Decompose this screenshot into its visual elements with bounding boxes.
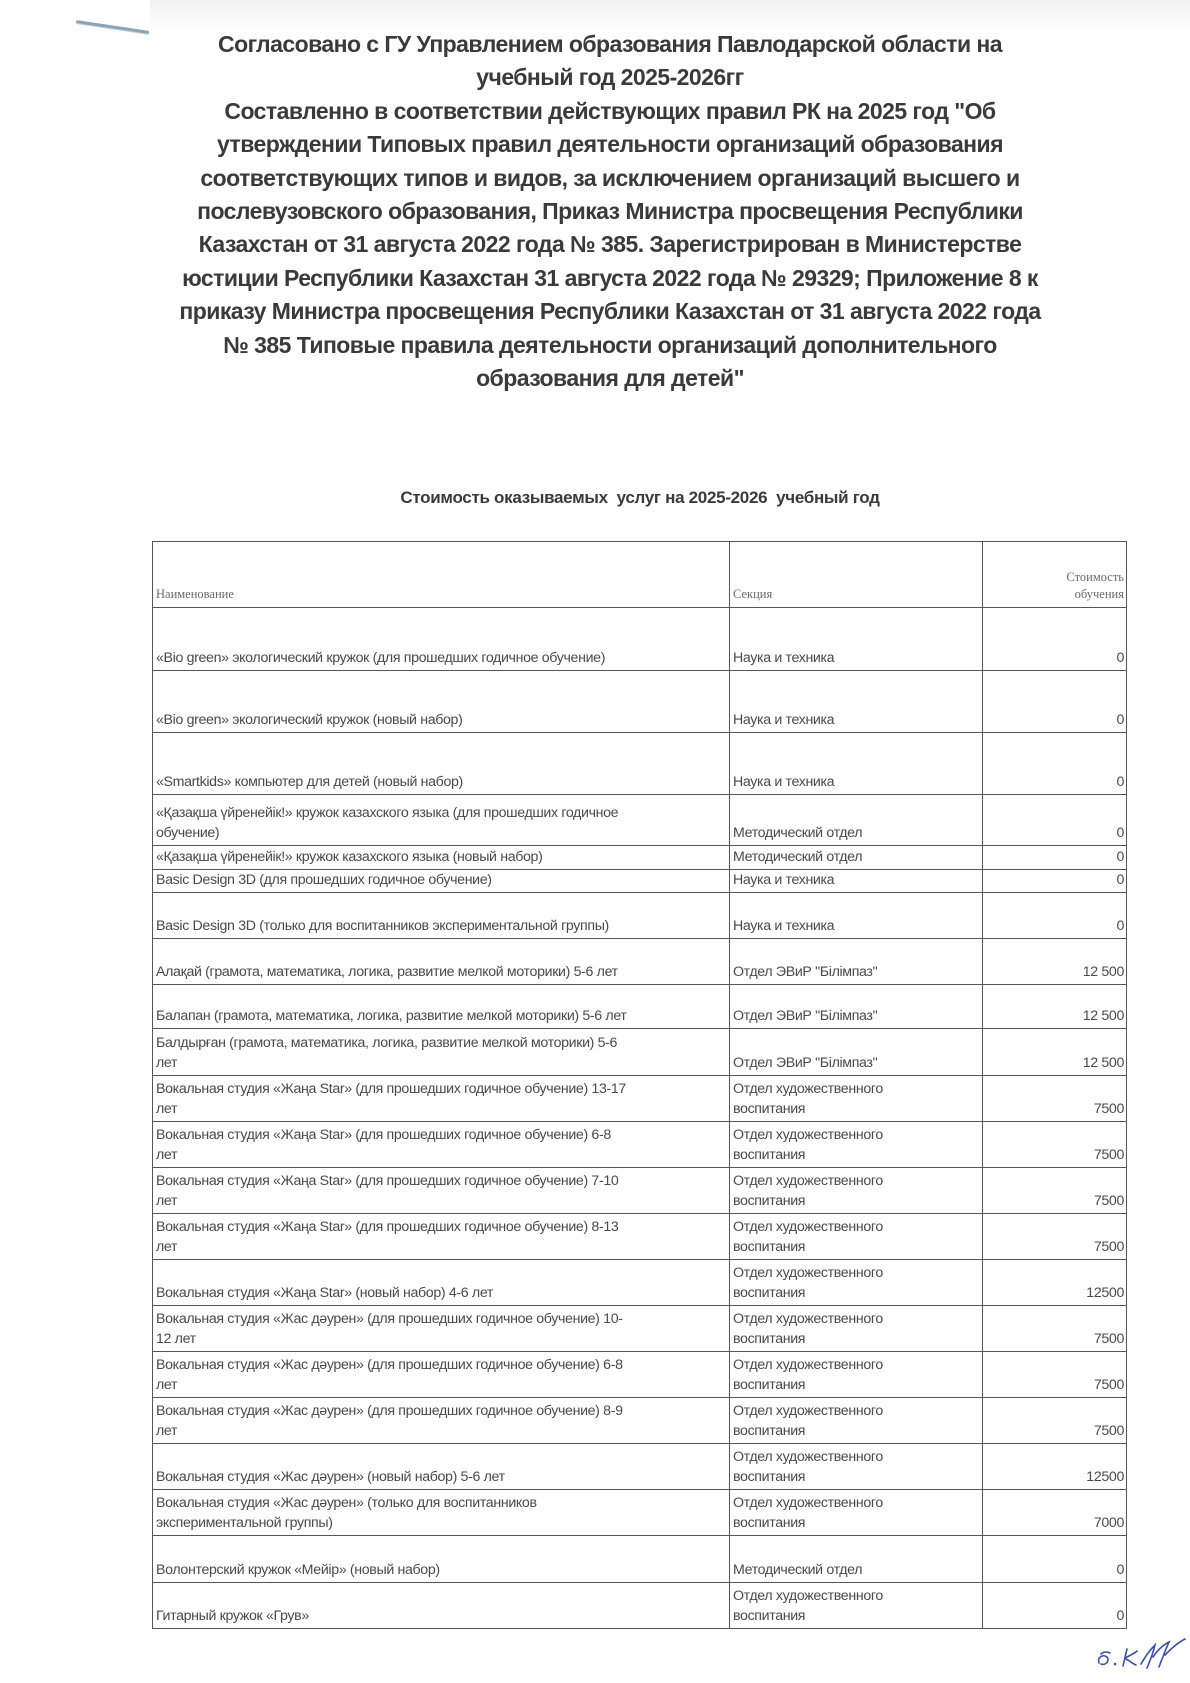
cell-cost: 7000 bbox=[983, 1490, 1127, 1536]
cell-name bbox=[153, 1122, 730, 1168]
cell-name-line: Балдырған (грамота, математика, логика, развитие мелкой моторики) 5-6 bbox=[156, 1035, 618, 1051]
column-header-name: Наименование bbox=[153, 542, 730, 608]
table-row bbox=[153, 1490, 1127, 1536]
cell-section bbox=[730, 1490, 983, 1536]
table-row bbox=[153, 1306, 1127, 1352]
handwritten-signature bbox=[1093, 1637, 1188, 1671]
cell-cost: 12500 bbox=[983, 1260, 1127, 1306]
cell-name-line: лет bbox=[156, 1193, 178, 1209]
cell-section-line: Отдел ЭВиР "Білімпаз" bbox=[733, 964, 878, 980]
cell-name-line: Вокальная студия «Жас дәурен» (для прошедших годичное обучение) 10- bbox=[156, 1311, 623, 1327]
table-row bbox=[153, 1444, 1127, 1490]
cell-section bbox=[730, 1306, 983, 1352]
cell-name bbox=[153, 1352, 730, 1398]
column-header-cost: Стоимость обучения bbox=[983, 542, 1127, 608]
cell-name bbox=[153, 939, 730, 985]
cell-section bbox=[730, 1122, 983, 1168]
cell-section bbox=[730, 1214, 983, 1260]
cell-name bbox=[153, 1490, 730, 1536]
cell-name-line: Балапан (грамота, математика, логика, развитие мелкой моторики) 5-6 лет bbox=[156, 1008, 627, 1024]
cell-name bbox=[153, 1260, 730, 1306]
cell-cost: 0 bbox=[983, 733, 1127, 795]
cell-section-line: воспитания bbox=[733, 1515, 806, 1531]
basis-line: № 385 Типовые правила деятельности организаций дополнительного bbox=[223, 331, 997, 358]
cell-section bbox=[730, 608, 983, 671]
cell-section-line: воспитания bbox=[733, 1239, 806, 1255]
cell-cost: 7500 bbox=[983, 1352, 1127, 1398]
cell-name-line: лет bbox=[156, 1239, 178, 1255]
cell-name-line: Вокальная студия «Жас дәурен» (только для воспитанников bbox=[156, 1495, 537, 1511]
cell-cost: 7500 bbox=[983, 1122, 1127, 1168]
cell-name-line: Basic Design 3D (только для воспитанников экспериментальной группы) bbox=[156, 918, 609, 934]
cell-name bbox=[153, 1398, 730, 1444]
cell-cost: 7500 bbox=[983, 1076, 1127, 1122]
table-header-row bbox=[153, 542, 1127, 608]
cell-name bbox=[153, 671, 730, 733]
cell-cost: 0 bbox=[983, 1536, 1127, 1583]
table-row bbox=[153, 1260, 1127, 1306]
table-row bbox=[153, 1076, 1127, 1122]
table-row bbox=[153, 733, 1127, 795]
table-row bbox=[153, 1168, 1127, 1214]
cell-section-line: Отдел ЭВиР "Білімпаз" bbox=[733, 1008, 878, 1024]
cell-section bbox=[730, 1260, 983, 1306]
cell-cost: 0 bbox=[983, 795, 1127, 846]
cell-name-line: Вокальная студия «Жас дәурен» (для прошедших годичное обучение) 6-8 bbox=[156, 1357, 623, 1373]
table-row bbox=[153, 1536, 1127, 1583]
cell-name bbox=[153, 795, 730, 846]
cell-name bbox=[153, 1029, 730, 1076]
cell-cost: 0 bbox=[983, 1583, 1127, 1629]
cell-cost: 0 bbox=[983, 608, 1127, 671]
basis-line: послевузовского образования, Приказ Министра просвещения Республики bbox=[197, 198, 1023, 225]
cell-section-line: Наука и техника bbox=[733, 712, 835, 728]
cell-name-line: Алақай (грамота, математика, логика, развитие мелкой моторики) 5-6 лет bbox=[156, 964, 618, 980]
cell-section-line: воспитания bbox=[733, 1331, 806, 1347]
cell-section-line: Методический отдел bbox=[733, 849, 863, 865]
cell-name-line: обучение) bbox=[156, 825, 220, 841]
cell-name-line: Вокальная студия «Жаңа Star» (новый набор) 4-6 лет bbox=[156, 1285, 494, 1301]
approval-line: Согласовано с ГУ Управлением образования Павлодарской области на bbox=[218, 31, 1002, 57]
cell-section bbox=[730, 1536, 983, 1583]
cell-name-line: «Қазақша үйренейік!» кружок казахского языка (новый набор) bbox=[156, 849, 543, 865]
cell-section-line: Методический отдел bbox=[733, 1562, 863, 1578]
basis-line: Казахстан от 31 августа 2022 года № 385. Зарегистрирован в Министерстве bbox=[198, 231, 1022, 258]
cell-section-line: Наука и техника bbox=[733, 872, 835, 888]
table-row bbox=[153, 608, 1127, 671]
cell-name-line: Гитарный кружок «Грув» bbox=[156, 1608, 309, 1624]
cell-section-line: Отдел художественного bbox=[733, 1081, 883, 1097]
cell-section bbox=[730, 733, 983, 795]
cell-section bbox=[730, 1444, 983, 1490]
cell-name bbox=[153, 1583, 730, 1629]
cell-section bbox=[730, 1398, 983, 1444]
cell-name bbox=[153, 1444, 730, 1490]
table-title: Стоимость оказываемых услуг на 2025-2026 учебный год bbox=[400, 488, 880, 507]
column-header-section: Секция bbox=[730, 542, 983, 608]
table-row bbox=[153, 1583, 1127, 1629]
cell-cost: 12 500 bbox=[983, 939, 1127, 985]
cell-name-line: Вокальная студия «Жаңа Star» (для прошедших годичное обучение) 6-8 bbox=[156, 1127, 611, 1143]
table-row bbox=[153, 1398, 1127, 1444]
cell-cost: 0 bbox=[983, 870, 1127, 893]
cell-name bbox=[153, 733, 730, 795]
cell-section bbox=[730, 846, 983, 870]
cell-section-line: Отдел художественного bbox=[733, 1357, 883, 1373]
table-row bbox=[153, 795, 1127, 846]
cell-name bbox=[153, 1536, 730, 1583]
cell-name-line: 12 лет bbox=[156, 1331, 196, 1347]
cell-cost: 0 bbox=[983, 893, 1127, 939]
cell-section-line: Отдел художественного bbox=[733, 1403, 883, 1419]
cell-section-line: воспитания bbox=[733, 1377, 806, 1393]
cell-section-line: Отдел художественного bbox=[733, 1311, 883, 1327]
cell-section-line: Отдел художественного bbox=[733, 1127, 883, 1143]
cell-cost: 0 bbox=[983, 846, 1127, 870]
cell-section bbox=[730, 795, 983, 846]
table-row bbox=[153, 1122, 1127, 1168]
cell-name-line: лет bbox=[156, 1147, 178, 1163]
cell-section bbox=[730, 893, 983, 939]
table-row bbox=[153, 1029, 1127, 1076]
cell-name bbox=[153, 1306, 730, 1352]
cell-section-line: Методический отдел bbox=[733, 825, 863, 841]
cell-section-line: Наука и техника bbox=[733, 650, 835, 666]
table-row bbox=[153, 939, 1127, 985]
cell-section-line: воспитания bbox=[733, 1193, 806, 1209]
basis-line: Составленно в соответствии действующих правил РК на 2025 год "Об bbox=[224, 97, 996, 124]
cell-section-line: Отдел художественного bbox=[733, 1219, 883, 1235]
table-row bbox=[153, 1214, 1127, 1260]
basis-line: утверждении Типовых правил деятельности организаций образования bbox=[217, 131, 1003, 158]
cell-section-line: Наука и техника bbox=[733, 774, 835, 790]
cell-name bbox=[153, 608, 730, 671]
cell-name-line: Вокальная студия «Жаңа Star» (для прошедших годичное обучение) 8-13 bbox=[156, 1219, 619, 1235]
table-row bbox=[153, 671, 1127, 733]
cell-section bbox=[730, 1583, 983, 1629]
cell-name-line: экспериментальной группы) bbox=[156, 1515, 333, 1531]
cell-name-line: Вокальная студия «Жас дәурен» (новый набор) 5-6 лет bbox=[156, 1469, 505, 1485]
cell-cost: 12500 bbox=[983, 1444, 1127, 1490]
cell-cost: 7500 bbox=[983, 1214, 1127, 1260]
cell-name-line: Волонтерский кружок «Мейір» (новый набор) bbox=[156, 1562, 440, 1578]
cell-cost: 7500 bbox=[983, 1398, 1127, 1444]
pen-stroke-mark bbox=[76, 20, 150, 34]
cell-section bbox=[730, 985, 983, 1029]
cell-name bbox=[153, 893, 730, 939]
cell-name-line: лет bbox=[156, 1377, 178, 1393]
basis-line: образования для детей" bbox=[476, 365, 744, 392]
cell-section bbox=[730, 870, 983, 893]
cell-section-line: Отдел ЭВиР "Білімпаз" bbox=[733, 1055, 878, 1071]
cell-section-line: Отдел художественного bbox=[733, 1449, 883, 1465]
scan-shadow bbox=[150, 0, 1190, 30]
cell-name bbox=[153, 985, 730, 1029]
table-row bbox=[153, 870, 1127, 893]
cell-name bbox=[153, 1076, 730, 1122]
table-row bbox=[153, 1352, 1127, 1398]
price-table bbox=[152, 541, 1127, 1629]
cell-name-line: Вокальная студия «Жаңа Star» (для прошедших годичное обучение) 7-10 bbox=[156, 1173, 619, 1189]
cell-section-line: воспитания bbox=[733, 1101, 806, 1117]
cell-name-line: лет bbox=[156, 1101, 178, 1117]
basis-line: соответствующих типов и видов, за исключением организаций высшего и bbox=[200, 164, 1020, 191]
cell-name bbox=[153, 1168, 730, 1214]
cell-cost: 12 500 bbox=[983, 1029, 1127, 1076]
cell-section-line: воспитания bbox=[733, 1285, 806, 1301]
cell-section-line: воспитания bbox=[733, 1469, 806, 1485]
table-row bbox=[153, 893, 1127, 939]
cell-name-line: Вокальная студия «Жаңа Star» (для прошедших годичное обучение) 13-17 bbox=[156, 1081, 626, 1097]
table-row bbox=[153, 846, 1127, 870]
cell-name-line: «Smartkids» компьютер для детей (новый набор) bbox=[156, 774, 463, 790]
cell-name-line: «Bio green» экологический кружок (для прошедших годичное обучение) bbox=[156, 650, 606, 666]
cell-section-line: Отдел художественного bbox=[733, 1265, 883, 1281]
cell-section bbox=[730, 1029, 983, 1076]
table-row bbox=[153, 985, 1127, 1029]
cell-name-line: лет bbox=[156, 1423, 178, 1439]
cell-name-line: «Bio green» экологический кружок (новый набор) bbox=[156, 712, 463, 728]
cell-name-line: «Қазақша үйренейік!» кружок казахского языка (для прошедших годичное bbox=[156, 805, 619, 821]
cell-name-line: Basic Design 3D (для прошедших годичное обучение) bbox=[156, 872, 492, 888]
cell-cost: 0 bbox=[983, 671, 1127, 733]
cell-name bbox=[153, 846, 730, 870]
cell-section-line: Отдел художественного bbox=[733, 1495, 883, 1511]
basis-line: юстиции Республики Казахстан 31 августа 2022 года № 29329; Приложение 8 к bbox=[182, 264, 1038, 291]
approval-line: учебный год 2025-2026гг bbox=[476, 64, 744, 91]
basis-line: приказу Министра просвещения Республики Казахстан от 31 августа 2022 года bbox=[179, 298, 1041, 325]
cell-section bbox=[730, 939, 983, 985]
cell-section bbox=[730, 1168, 983, 1214]
cell-section-line: Наука и техника bbox=[733, 918, 835, 934]
cell-section-line: воспитания bbox=[733, 1608, 806, 1624]
document-heading bbox=[150, 28, 1070, 395]
cell-section bbox=[730, 1076, 983, 1122]
cell-name-line: Вокальная студия «Жас дәурен» (для прошедших годичное обучение) 8-9 bbox=[156, 1403, 623, 1419]
cell-section-line: воспитания bbox=[733, 1147, 806, 1163]
cell-section bbox=[730, 671, 983, 733]
cell-cost: 12 500 bbox=[983, 985, 1127, 1029]
cell-cost: 7500 bbox=[983, 1168, 1127, 1214]
cell-name bbox=[153, 870, 730, 893]
cell-section-line: Отдел художественного bbox=[733, 1588, 883, 1604]
cell-name-line: лет bbox=[156, 1055, 178, 1071]
cell-cost: 7500 bbox=[983, 1306, 1127, 1352]
cell-section-line: Отдел художественного bbox=[733, 1173, 883, 1189]
cell-section bbox=[730, 1352, 983, 1398]
cell-name bbox=[153, 1214, 730, 1260]
cell-section-line: воспитания bbox=[733, 1423, 806, 1439]
